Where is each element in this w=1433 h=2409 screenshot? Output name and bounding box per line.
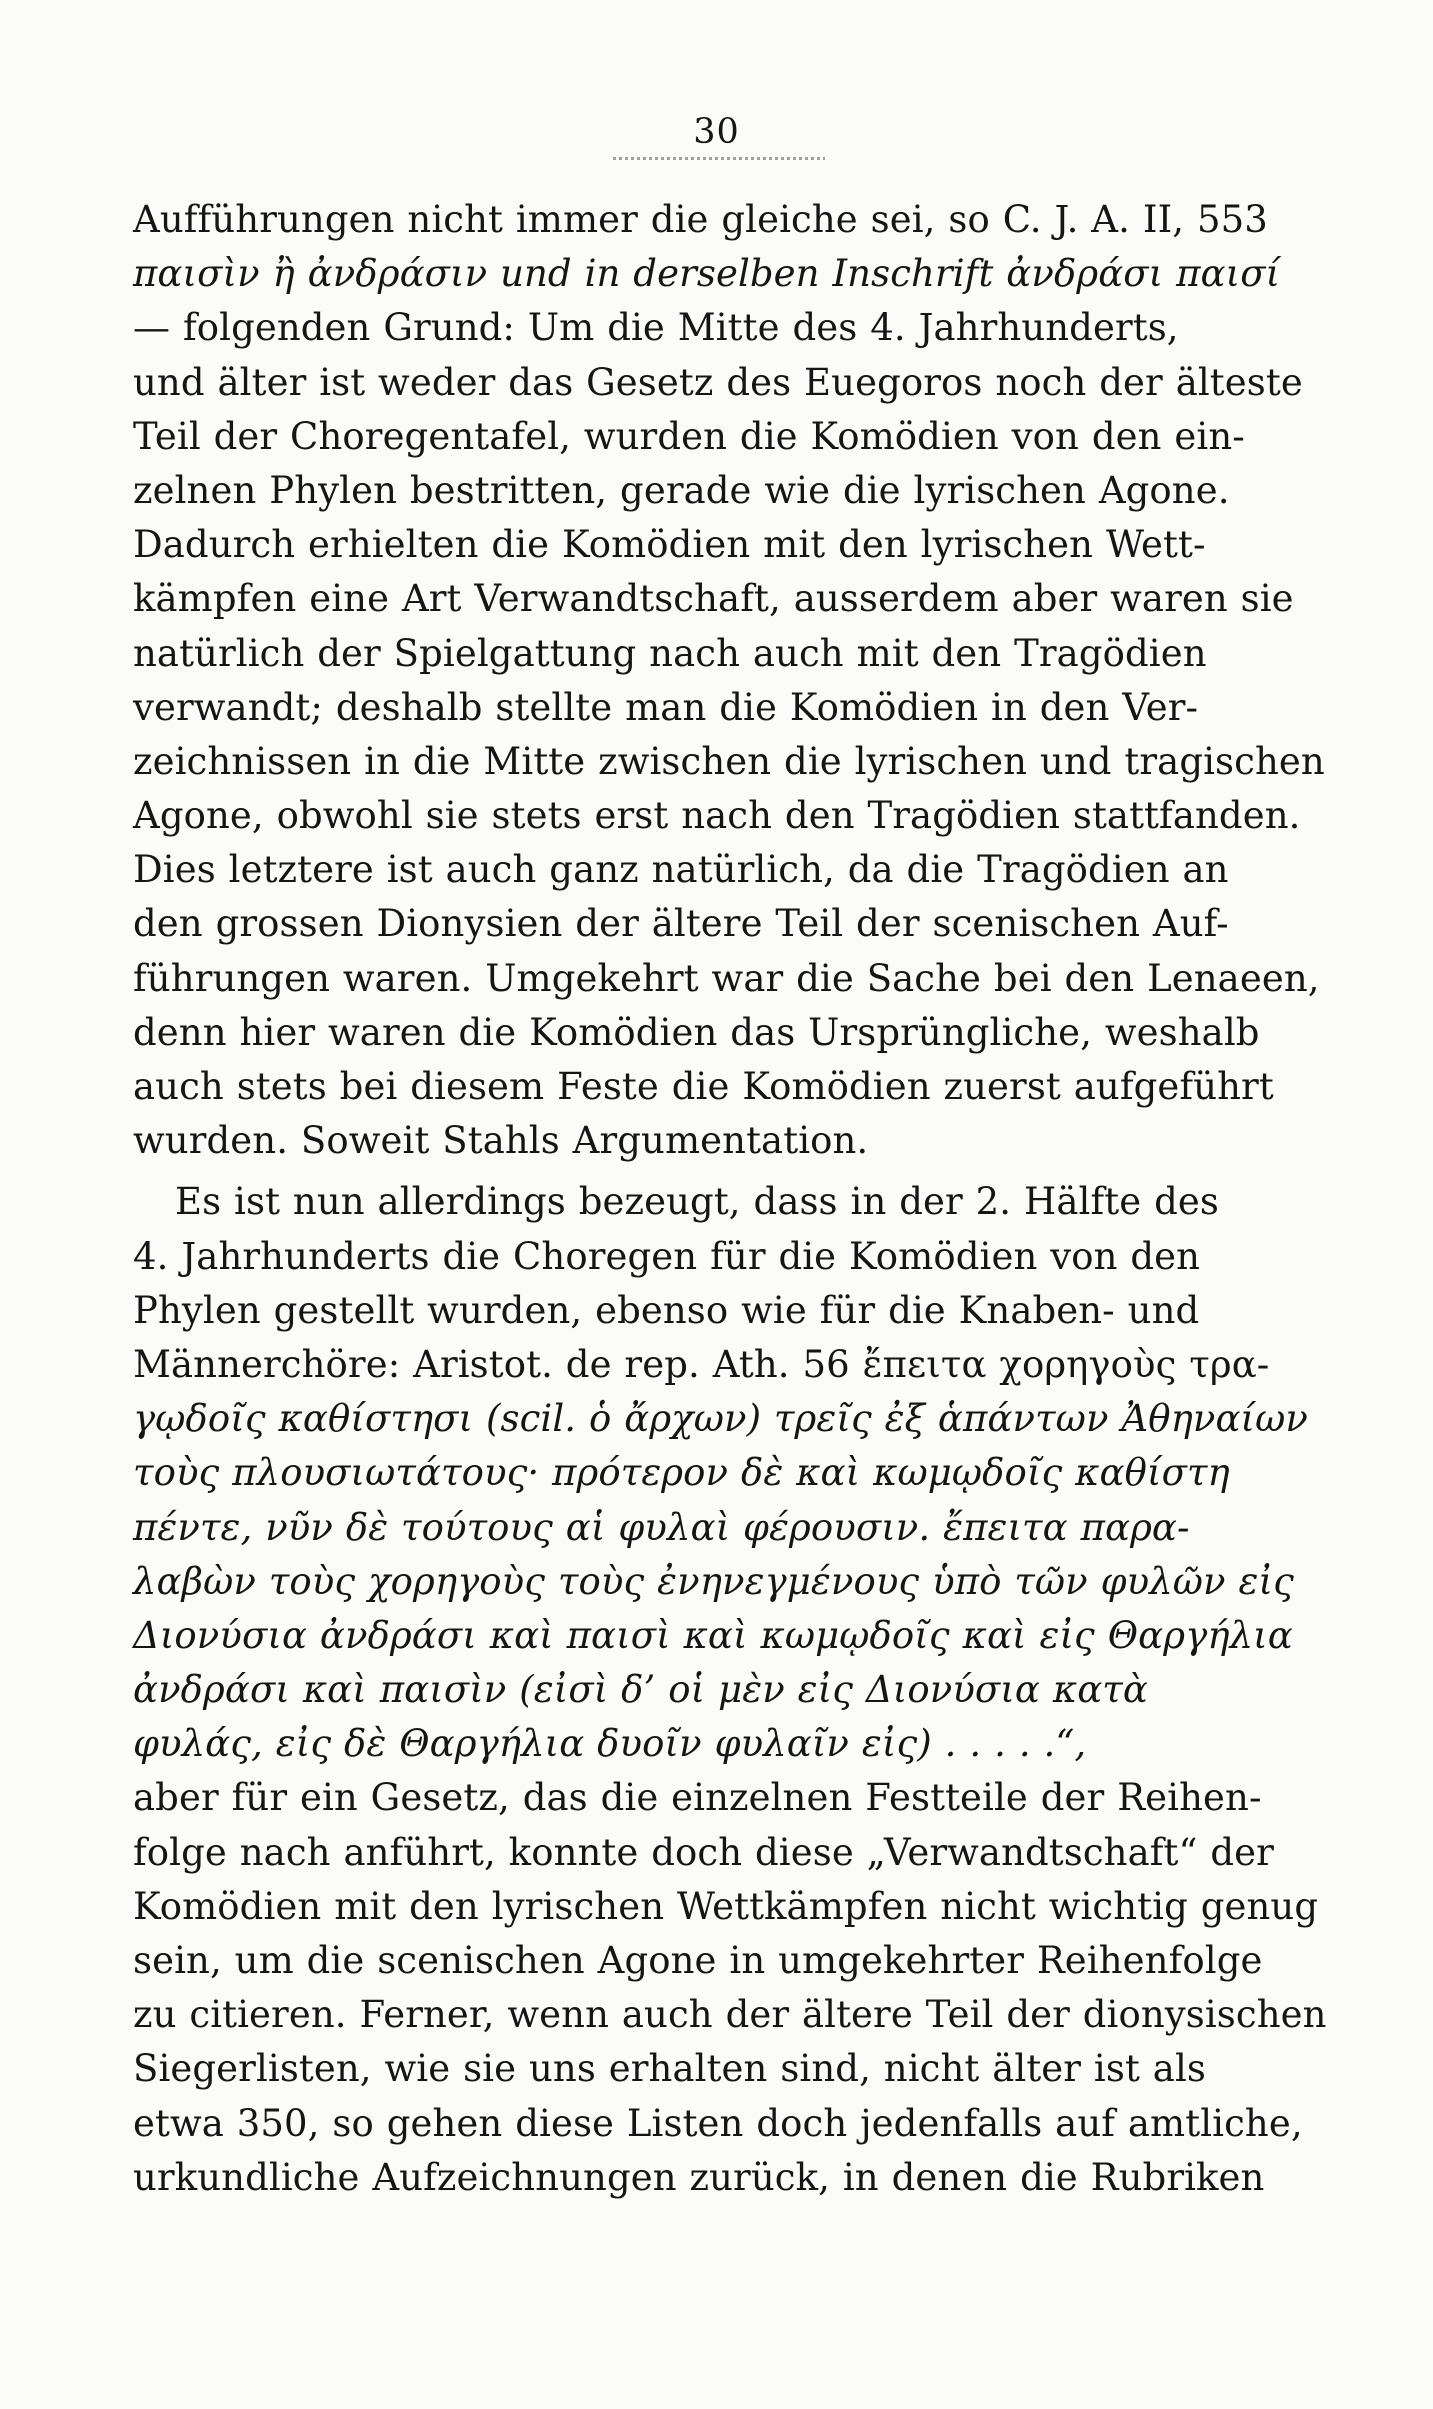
text-line: kämpfen eine Art Verwandtschaft, ausserdem aber waren sie [133,577,1294,621]
text-line: παισὶν ἢ ἀνδράσιν und in derselben Inschrift ἀνδράσι παισί [133,252,1281,296]
page-number: 30 [693,112,740,152]
text-line: Siegerlisten, wie sie uns erhalten sind, nicht älter ist als [133,2047,1206,2091]
text-line: Διονύσια ἀνδράσι καὶ παισὶ καὶ κωμῳδοῖς καὶ εἰς Θαργήλια [133,1613,1293,1657]
text-line: γῳδοῖς καθίστησι (scil. ὁ ἄρχων) τρεῖς ἐξ ἁπάντων Ἀθηναίων [133,1397,1309,1441]
text-line: Männerchöre: Aristot. de rep. Ath. 56 ἔπειτα χορηγοὺς τρα- [133,1342,1270,1386]
text-line: Aufführungen nicht immer die gleiche sei, so C. J. A. II, 553 [133,198,1268,241]
text-line: πέντε, νῦν δὲ τούτους αἱ φυλαὶ φέρουσιν. ἔπειτα παρα- [133,1505,1190,1549]
text-line: urkundliche Aufzeichnungen zurück, in denen die Rubriken [133,2155,1265,2199]
text-line: Komödien mit den lyrischen Wettkämpfen nicht wichtig genug [133,1884,1319,1928]
text-line: zeichnissen in die Mitte zwischen die lyrischen und tragischen [133,739,1325,783]
body-text [133,193,1327,2205]
text-line: zu citieren. Ferner, wenn auch der ältere Teil der dionysischen [133,1993,1327,2037]
text-line: Phylen gestellt wurden, ebenso wie für die Knaben- und [133,1288,1200,1332]
header-rule [613,157,825,160]
text-line: λαβὼν τοὺς χορηγοὺς τοὺς ἐνηνεγμένους ὑπὸ τῶν φυλῶν εἰς [133,1559,1294,1603]
text-line: folge nach anführt, konnte doch diese „Verwandtschaft“ der [133,1830,1274,1874]
text-line: den grossen Dionysien der ältere Teil der scenischen Auf- [133,902,1229,946]
text-line: wurden. Soweit Stahls Argumentation. [133,1119,869,1163]
text-line: τοὺς πλουσιωτάτους· πρότερον δὲ καὶ κωμῳδοῖς καθίστη [133,1451,1230,1495]
text-line: Dadurch erhielten die Komödien mit den lyrischen Wett- [133,523,1206,567]
text-line: etwa 350, so gehen diese Listen doch jedenfalls auf amtliche, [133,2101,1303,2145]
text-line: natürlich der Spielgattung nach auch mit den Tragödien [133,631,1207,675]
text-line: ἀνδράσι καὶ παισὶν (εἰσὶ δ’ οἱ μὲν εἰς Διονύσια κατὰ [133,1668,1148,1712]
text-line: Es ist nun allerdings bezeugt, dass in der 2. Hälfte des [175,1180,1219,1224]
text-line: aber für ein Gesetz, das die einzelnen Festteile der Reihen- [133,1776,1262,1820]
text-line: verwandt; deshalb stellte man die Komödien in den Ver- [133,685,1199,729]
text-line: auch stets bei diesem Feste die Komödien zuerst aufgeführt [133,1065,1274,1108]
text-line: denn hier waren die Komödien das Ursprüngliche, weshalb [133,1010,1260,1054]
text-line: — folgenden Grund: Um die Mitte des 4. Jahrhunderts, [133,306,1179,350]
text-line: Agone, obwohl sie stets erst nach den Tragödien stattfanden. [133,794,1301,838]
text-line: führungen waren. Umgekehrt war die Sache bei den Lenaeen, [133,956,1320,1000]
text-line: φυλάς, εἰς δὲ Θαργήλια δυοῖν φυλαῖν εἰς) . . . . .“, [133,1722,1087,1766]
text-line: und älter ist weder das Gesetz des Euegoros noch der älteste [133,360,1303,404]
text-line: sein, um die scenischen Agone in umgekehrter Reihenfolge [133,1939,1263,1982]
text-line: zelnen Phylen bestritten, gerade wie die lyrischen Agone. [133,468,1230,512]
text-line: 4. Jahrhunderts die Choregen für die Komödien von den [133,1234,1201,1278]
text-line: Teil der Choregentafel, wurden die Komödien von den ein- [133,414,1245,458]
text-line: Dies letztere ist auch ganz natürlich, da die Tragödien an [133,848,1229,892]
